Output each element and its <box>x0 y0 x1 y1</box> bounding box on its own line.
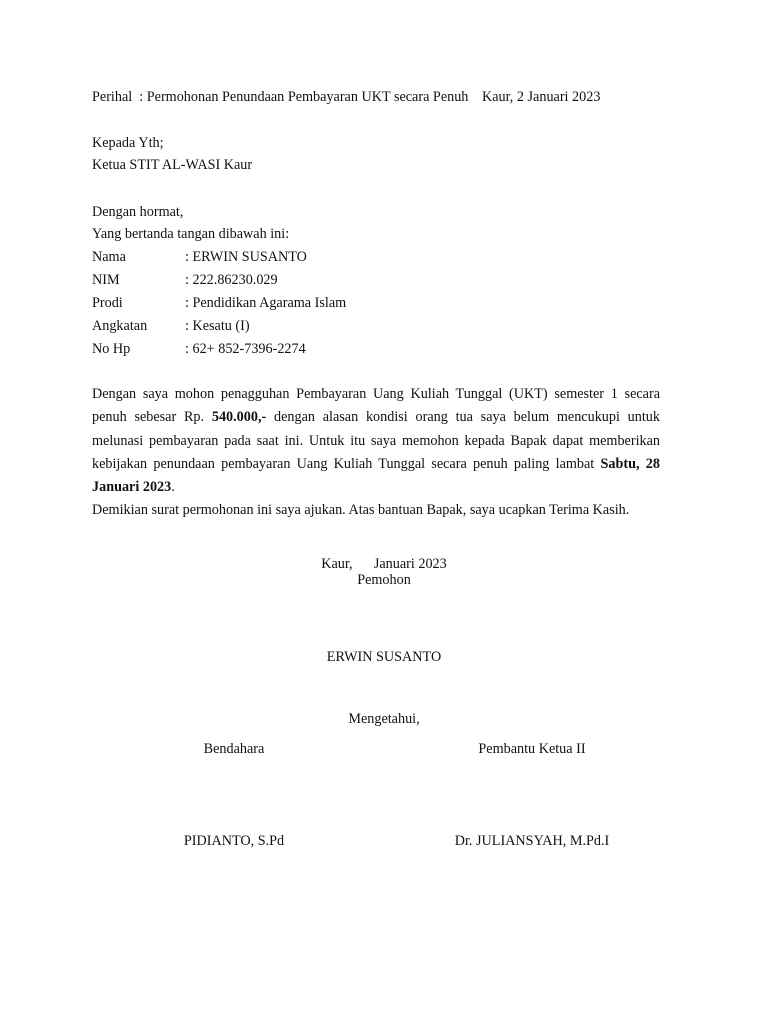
treasurer-name: PIDIANTO, S.Pd <box>183 833 285 849</box>
treasurer-role: Bendahara <box>203 741 265 757</box>
signature-role: Pemohon <box>357 572 411 588</box>
identity-row-nim <box>92 271 278 289</box>
request-text-1: Dengan saya mohon penagguhan Pembayaran Uang Kuliah Tunggal (UKT) semester 1 secara penuh sebesar Rp. <box>92 386 660 426</box>
identity-label: NIM <box>92 272 120 288</box>
request-text-2: dengan alasan kondisi orang tua saya belum mencukupi untuk melunasi pembayaran pada saat ini. Untuk itu saya memohon kepada Bapak dapat memberikan kebijakan penundaan pembayaran Uang Kuliah Tunggal secara penuh paling lambat <box>92 409 660 472</box>
intro-text: Yang bertanda tangan dibawah ini: <box>92 226 290 242</box>
recipient-name: Ketua STIT AL-WASI Kaur <box>92 157 253 173</box>
identity-value: : 222.86230.029 <box>185 272 278 288</box>
closing-sentence: Demikian surat permohonan ini saya ajukan. Atas bantuan Bapak, saya ucapkan Terima Kasih. <box>92 502 630 518</box>
recipient-greeting: Kepada Yth; <box>92 135 164 151</box>
acknowledgement-heading: Mengetahui, <box>348 711 420 727</box>
request-paragraph <box>92 383 660 499</box>
salutation: Dengan hormat, <box>92 204 184 220</box>
identity-value: : Pendidikan Agarama Islam <box>185 295 347 311</box>
deputy-chair-name: Dr. JULIANSYAH, M.Pd.I <box>454 833 610 849</box>
identity-label: Prodi <box>92 295 123 311</box>
identity-value: : ERWIN SUSANTO <box>185 249 307 265</box>
identity-row-name <box>92 248 307 266</box>
header-place-date: Kaur, 2 Januari 2023 <box>482 89 601 105</box>
signature-name: ERWIN SUSANTO <box>326 649 442 665</box>
subject-value: : Permohonan Penundaan Pembayaran UKT secara Penuh <box>139 89 469 105</box>
request-text-3: . <box>171 479 175 496</box>
identity-row-prodi <box>92 294 346 312</box>
deputy-chair-role: Pembantu Ketua II <box>478 741 586 757</box>
subject-label: Perihal <box>92 89 133 105</box>
subject-line <box>92 88 468 106</box>
request-amount: 540.000,- <box>211 409 267 426</box>
identity-label: Nama <box>92 249 126 265</box>
request-deadline: Sabtu, 28 Januari 2023 <box>92 455 660 496</box>
identity-row-angkatan <box>92 317 250 335</box>
signature-place-date: Kaur, Januari 2023 <box>321 556 447 572</box>
identity-label: No Hp <box>92 341 131 357</box>
identity-row-phone <box>92 340 306 358</box>
identity-value: : Kesatu (I) <box>185 318 250 334</box>
identity-label: Angkatan <box>92 318 148 334</box>
identity-value: : 62+ 852-7396-2274 <box>185 341 306 357</box>
